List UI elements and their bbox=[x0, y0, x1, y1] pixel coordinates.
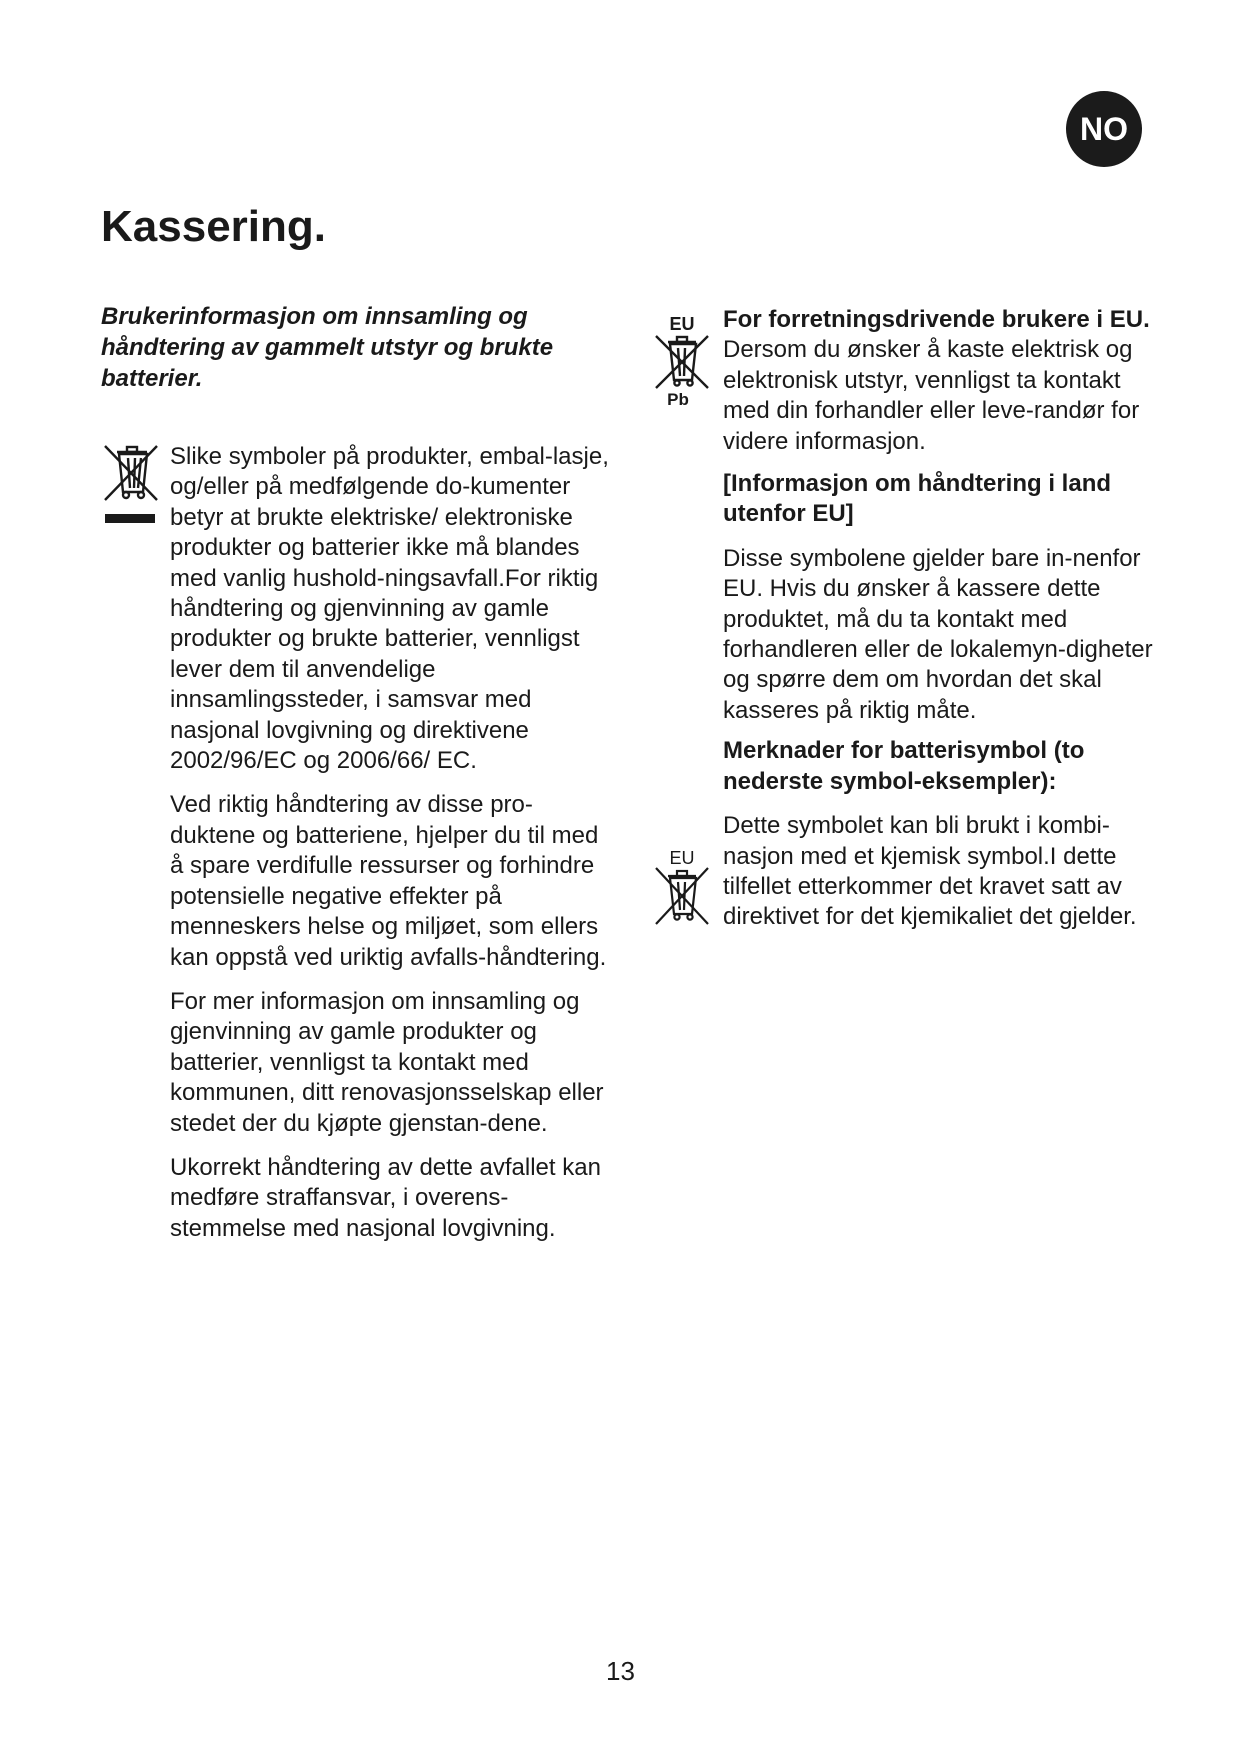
intro-heading: Brukerinformasjon om innsamling og håndtering av gammelt utstyr og brukte batterier. bbox=[101, 303, 554, 392]
paragraph-more-info: For mer informasjon om innsamling og gjenvinning av gamle produkter og batterier, vennligst ta kontakt med kommunen, ditt renovasjonsselskap eller stedet der du kjøpte gjenstan-dene. bbox=[170, 987, 604, 1137]
business-users-text: Dersom du ønsker å kaste elektrisk og elektronisk utstyr, vennligst ta kontakt med din forhandler eller leve-randør for videre informasjon. bbox=[723, 336, 1140, 455]
weee-bin-with-bar-icon bbox=[101, 440, 161, 530]
outside-eu-text: Disse symbolene gjelder bare in-nenfor EU. Hvis du ønsker å kassere dette produktet, må du ta kontakt med forhandleren eller de lokalemyn-digheter og spørre dem om hvordan det skal kasseres på riktig måte. bbox=[723, 544, 1153, 724]
page-title: Kassering. bbox=[101, 202, 326, 251]
language-badge: NO bbox=[1066, 91, 1142, 167]
business-users-heading: For forretningsdrivende brukere i EU. bbox=[723, 306, 1150, 333]
paragraph-penalty: Ukorrekt håndtering av dette avfallet kan medføre straffansvar, i overens-stemmelse med nasjonal lovgivning. bbox=[170, 1153, 601, 1242]
outside-eu-heading: [Informasjon om håndtering i land utenfor EU] bbox=[723, 470, 1112, 528]
eu-battery-bin-pb-icon bbox=[650, 312, 714, 412]
left-body bbox=[170, 442, 610, 1258]
battery-symbol-heading: Merknader for batterisymbol (to nederste symbol-eksempler): bbox=[723, 737, 1085, 795]
eu-battery-bin-icon bbox=[650, 846, 714, 936]
paragraph-symbol-meaning: Slike symboler på produkter, embal-lasje, og/eller på medfølgende do-kumenter betyr at brukte elektriske/ elektroniske produkter og batterier ikke må blandes med vanlig hushold-ningsavfall.For riktig håndtering og gjenvinning av gamle produkter og brukte batterier, vennligst lever dem til anvendelige innsamlingssteder, i samsvar med nasjonal lovgivning og direktivene 2002/96/EC og 2006/66/ EC. bbox=[170, 443, 609, 775]
eu-label: EU bbox=[669, 848, 695, 868]
eu-label: EU bbox=[669, 314, 695, 334]
page-number: 13 bbox=[606, 1656, 635, 1686]
right-column bbox=[723, 305, 1153, 933]
pb-label: Pb bbox=[667, 390, 689, 409]
paragraph-benefits: Ved riktig håndtering av disse pro-duktene og batteriene, hjelper du til med å spare verdifulle ressurser og forhindre potensielle negative effekter på menneskers helse og miljøet, som ellers kan oppstå ved uriktig avfalls-håndtering. bbox=[170, 791, 607, 971]
battery-symbol-text: Dette symbolet kan bli brukt i kombi-nasjon med et kjemisk symbol.I dette tilfellet etterkommer det kravet satt av direktivet for det kjemikaliet det gjelder. bbox=[723, 812, 1137, 931]
